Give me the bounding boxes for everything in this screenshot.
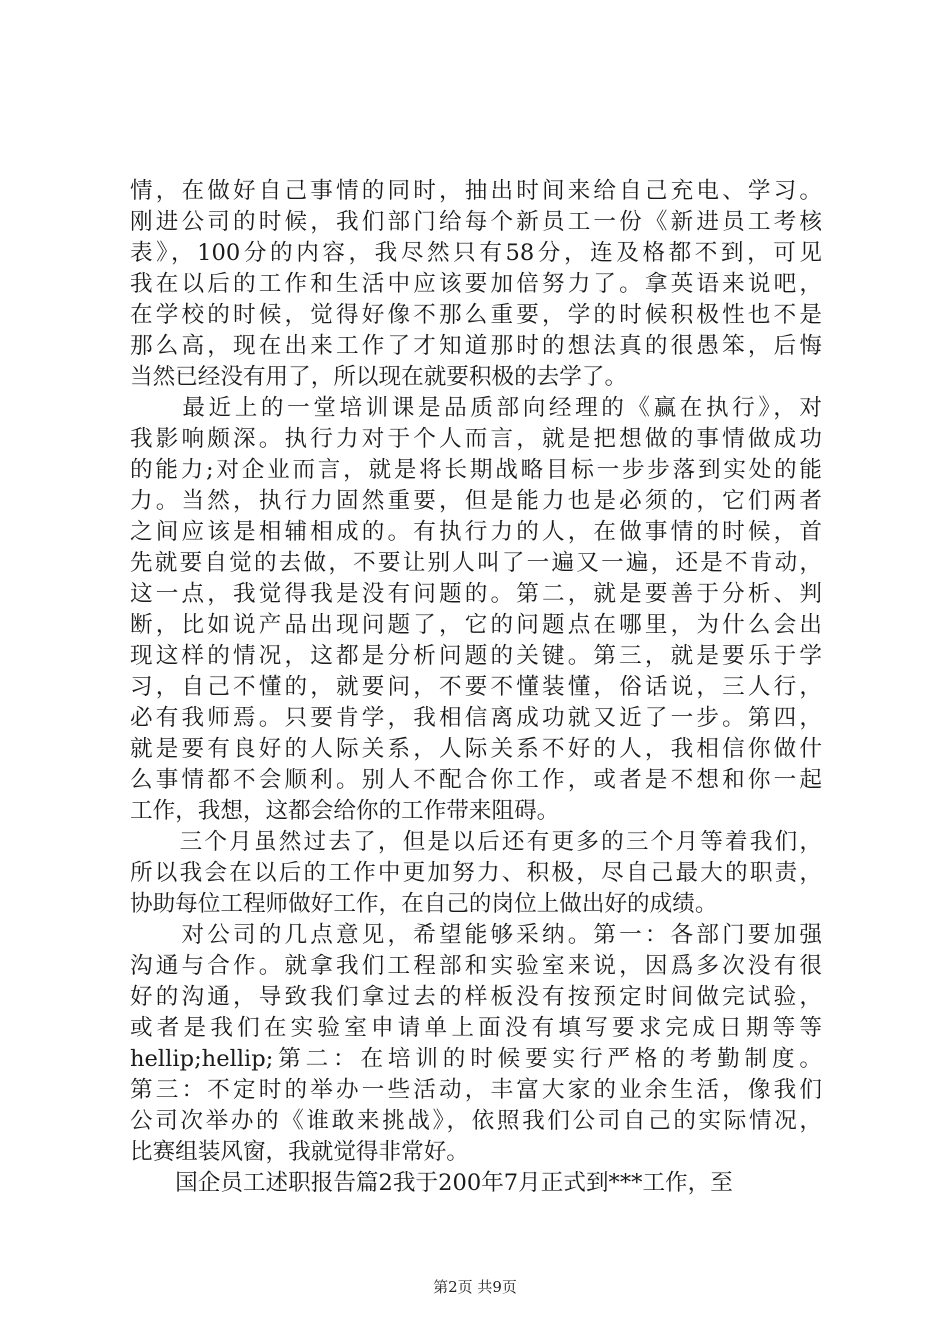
text-line: hellip;hellip;第二：在培训的时候要实行严格的考勤制度。	[130, 1046, 822, 1072]
text-line: 国企员工述职报告篇2我于200年7月正式到***工作，至	[130, 1170, 733, 1196]
text-line: 所以我会在以后的工作中更加努力、积极，尽自己最大的职责，	[130, 860, 822, 886]
text-line: 我在以后的工作和生活中应该要加倍努力了。拿英语来说吧，	[130, 271, 822, 297]
text-line: 情，在做好自己事情的同时，抽出时间来给自己充电、学习。	[130, 178, 822, 204]
text-line: 那么高，现在出来工作了才知道那时的想法真的很愚笨，后悔	[130, 333, 822, 359]
text-line: 的能力;对企业而言，就是将长期战略目标一步步落到实处的能	[130, 457, 822, 483]
text-line: 在学校的时候，觉得好像不那么重要，学的时候积极性也不是	[130, 302, 822, 328]
text-line: 力。当然，执行力固然重要，但是能力也是必须的，它们两者	[130, 488, 822, 514]
text-line: 就是要有良好的人际关系，人际关系不好的人，我相信你做什	[130, 736, 822, 762]
text-line: 好的沟通，导致我们拿过去的样板没有按预定时间做完试验，	[130, 984, 822, 1010]
text-line: 沟通与合作。就拿我们工程部和实验室来说，因爲多次没有很	[130, 953, 822, 979]
text-line: 最近上的一堂培训课是品质部向经理的《赢在执行》，对	[130, 395, 822, 421]
text-line: 或者是我们在实验室申请单上面没有填写要求完成日期等等	[130, 1015, 822, 1041]
text-line: 比赛组装风窗，我就觉得非常好。	[130, 1139, 469, 1165]
text-line: 三个月虽然过去了，但是以后还有更多的三个月等着我们，	[130, 829, 822, 855]
page-footer: 第2页 共9页	[433, 1278, 517, 1296]
text-line: 习，自己不懂的，就要问，不要不懂装懂，俗话说，三人行，	[130, 674, 822, 700]
text-line: 工作，我想，这都会给你的工作带来阻碍。	[130, 798, 560, 824]
text-line: 协助每位工程师做好工作，在自己的岗位上做出好的成绩。	[130, 891, 718, 917]
text-line: 断，比如说产品出现问题了，它的问题点在哪里，为什么会出	[130, 612, 822, 638]
text-line: 当然已经没有用了，所以现在就要积极的去学了。	[130, 364, 628, 390]
text-line: 我影响颇深。执行力对于个人而言，就是把想做的事情做成功	[130, 426, 822, 452]
text-line: 必有我师焉。只要肯学，我相信离成功就又近了一步。第四，	[130, 705, 822, 731]
text-line: 现这样的情况，这都是分析问题的关键。第三，就是要乐于学	[130, 643, 822, 669]
text-line: 么事情都不会顺利。别人不配合你工作，或者是不想和你一起	[130, 767, 822, 793]
text-line: 之间应该是相辅相成的。有执行力的人，在做事情的时候，首	[130, 519, 822, 545]
text-line: 先就要自觉的去做，不要让别人叫了一遍又一遍，还是不肯动，	[130, 550, 822, 576]
text-line: 对公司的几点意见，希望能够采纳。第一：各部门要加强	[130, 922, 822, 948]
body-text	[130, 176, 822, 1199]
text-line: 表》，100分的内容，我尽然只有58分，连及格都不到，可见	[130, 240, 822, 266]
text-line: 这一点，我觉得我是没有问题的。第二，就是要善于分析、判	[130, 581, 822, 607]
text-line: 公司次举办的《谁敢来挑战》，依照我们公司自己的实际情况，	[130, 1108, 822, 1134]
text-line: 第三：不定时的举办一些活动，丰富大家的业余生活，像我们	[130, 1077, 822, 1103]
text-line: 刚进公司的时候，我们部门给每个新员工一份《新进员工考核	[130, 209, 822, 235]
